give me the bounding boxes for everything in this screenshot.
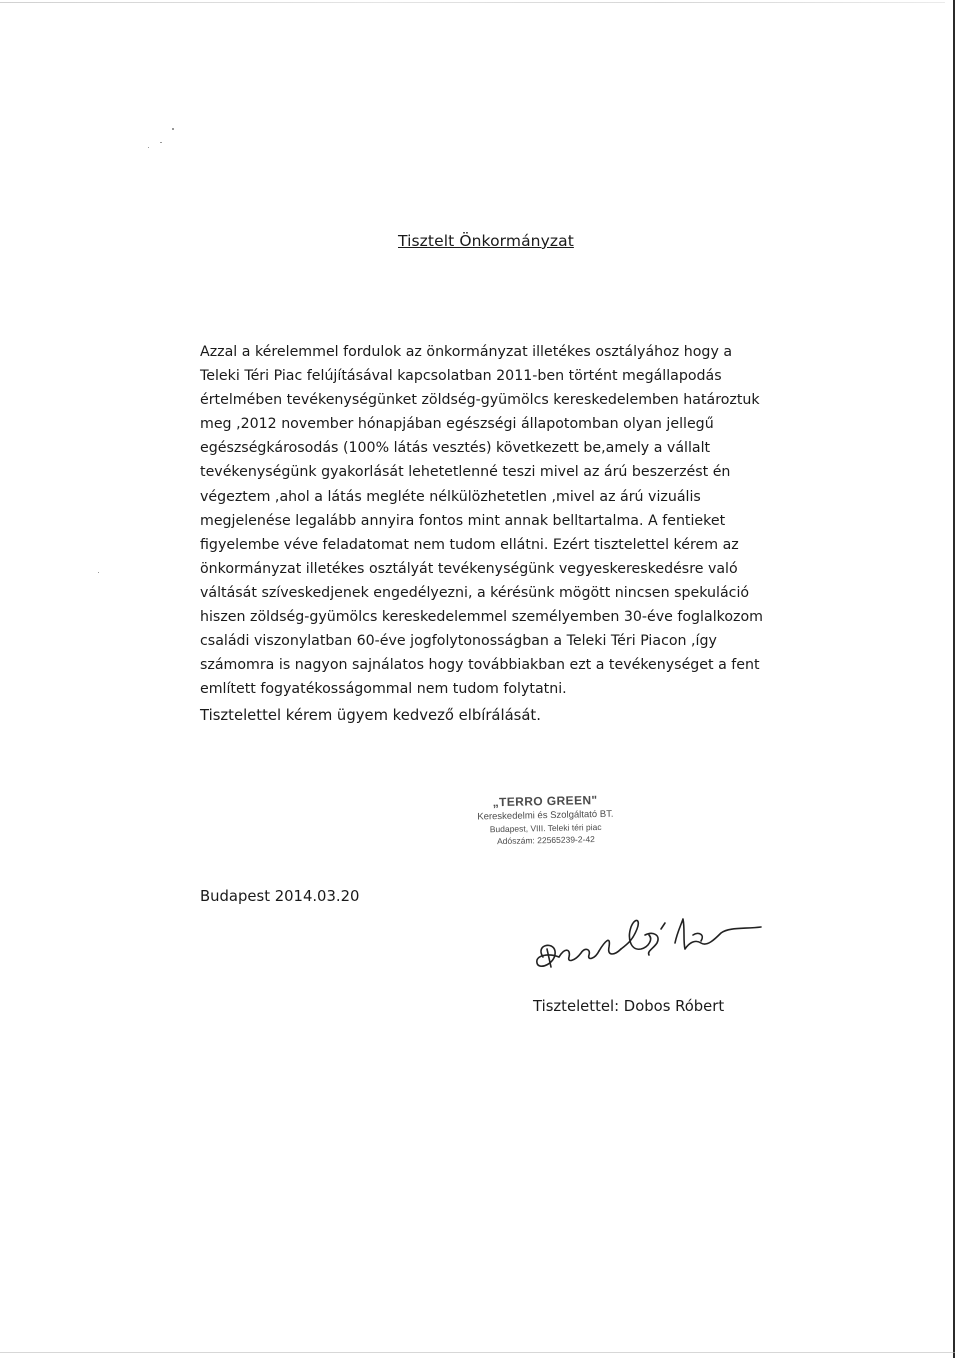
- body-line: meg ,2012 november hónapjában egészségi állapotomban olyan jellegű: [200, 416, 714, 433]
- body-line: hiszen zöldség-gyümölcs kereskedelemmel személyemben 30-éve foglalkozom: [200, 609, 763, 626]
- scan-edge-top: [0, 2, 945, 3]
- body-line: végeztem ,ahol a látás megléte nélkülözhetetlen ,mivel az árú vizuális: [200, 488, 701, 505]
- body-line: váltását szíveskedjenek engedélyezni, a kérésünk mögött nincsen spekuláció: [200, 584, 750, 601]
- body-line: családi viszonylatban 60-éve jogfolytonosságban a Teleki Téri Piacon ,így: [200, 633, 717, 650]
- body-line: számomra is nagyon sajnálatos hogy továbbiakban ezt a tevékenységet a fent: [200, 657, 760, 674]
- scan-speck: [160, 142, 162, 143]
- body-line: Azzal a kérelemmel fordulok az önkormányzat illetékes osztályához hogy a: [200, 344, 733, 360]
- handwritten-signature: [525, 905, 765, 990]
- scan-speck: [98, 572, 99, 573]
- stamp-company-name: „TERRO GREEN": [492, 793, 598, 810]
- scan-speck: [172, 128, 174, 130]
- letter-closing: Tisztelettel kérem ügyem kedvező elbírálását.: [200, 707, 541, 724]
- scan-speck: [148, 147, 149, 148]
- body-line: egészségkárosodás (100% látás vesztés) következett be,amely a vállalt: [200, 440, 711, 457]
- signatory-name: Tisztelettel: Dobos Róbert: [533, 998, 725, 1015]
- letter-body: [200, 340, 763, 701]
- body-line: tevékenységünk gyakorlását lehetetlenné teszi mivel az árú beszerzést én: [200, 464, 731, 481]
- body-line: értelmében tevékenységünket zöldség-gyümölcs kereskedelemben határoztuk: [200, 392, 760, 409]
- stamp-tax-number: Adószám: 22565239-2-42: [496, 834, 595, 847]
- letter-salutation: Tisztelt Önkormányzat: [398, 232, 574, 250]
- stamp-address: Budapest, VIII. Teleki téri piac: [489, 821, 602, 835]
- body-line: önkormányzat illetékes osztályát tevékenységünk vegyeskereskedésre való: [200, 560, 738, 577]
- company-stamp: [455, 792, 636, 847]
- scan-edge-right: [953, 0, 955, 1358]
- stamp-company-type: Kereskedelmi és Szolgáltató BT.: [477, 808, 614, 823]
- scan-edge-bottom: [0, 1352, 955, 1353]
- body-line: említett fogyatékosságommal nem tudom folytatni.: [200, 681, 567, 698]
- body-line: figyelembe véve feladatomat nem tudom ellátni. Ezért tisztelettel kérem az: [200, 536, 739, 553]
- body-line: megjelenése legalább annyira fontos mint annak belltartalma. A fentieket: [200, 512, 726, 529]
- body-line: Teleki Téri Piac felújításával kapcsolatban 2011-ben történt megállapodás: [200, 368, 722, 385]
- place-and-date: Budapest 2014.03.20: [200, 888, 360, 905]
